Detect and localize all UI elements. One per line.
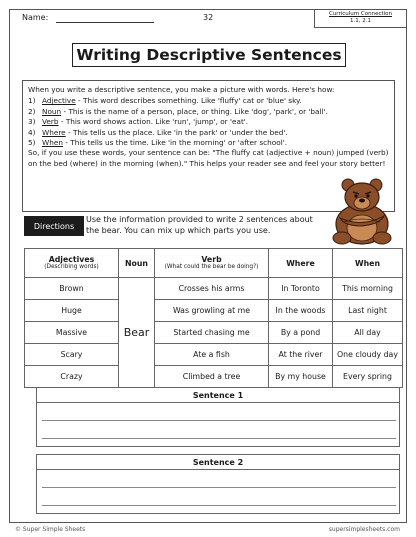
name-field-line[interactable]	[56, 22, 154, 23]
column-header-noun: Noun	[119, 249, 155, 278]
worksheet-page	[9, 9, 407, 523]
sentence-2-box	[36, 454, 400, 514]
curriculum-connection-title: Curriculum Connection	[328, 11, 393, 17]
bear-illustration	[322, 176, 402, 246]
name-label: Name:	[22, 13, 49, 22]
definition-term: Adjective	[42, 96, 76, 106]
table-row	[25, 322, 403, 344]
where-cell: By my house	[269, 366, 333, 388]
definition-item	[28, 128, 389, 138]
footer	[0, 526, 416, 536]
definition-number: 2)	[28, 106, 36, 116]
table-header-row	[25, 249, 403, 278]
definition-item	[28, 117, 389, 127]
column-header-when: When	[333, 249, 403, 278]
definition-term: When	[42, 138, 63, 148]
adjective-cell: Scary	[25, 344, 119, 366]
definition-number: 4)	[28, 127, 36, 137]
adjective-cell: Huge	[25, 300, 119, 322]
definition-item	[28, 96, 389, 106]
definition-list	[28, 96, 389, 148]
definition-term: Verb	[42, 117, 59, 127]
verb-cell: Climbed a tree	[155, 366, 269, 388]
column-header-adjectives: Adjectives (Describing words)	[25, 249, 119, 278]
when-cell: One cloudy day	[333, 344, 403, 366]
bear-foot-left	[333, 232, 351, 244]
bear-nose	[359, 199, 365, 203]
page-title: Writing Descriptive Sentences	[76, 46, 342, 64]
writing-line[interactable]	[42, 487, 396, 488]
definition-text: - This tells us the time. Like 'in the morning' or 'after school'.	[62, 138, 288, 148]
when-cell: Last night	[333, 300, 403, 322]
directions-text: Use the information provided to write 2 sentences about the bear. You can mix up which parts you use.	[86, 215, 313, 235]
sentence-1-box	[36, 387, 400, 447]
definition-item	[28, 107, 389, 117]
bear-eye-right	[366, 194, 369, 197]
verb-cell: Ate a fish	[155, 344, 269, 366]
adjective-cell: Crazy	[25, 366, 119, 388]
column-header-where: Where	[269, 249, 333, 278]
word-bank-table	[24, 248, 403, 388]
intro-summary: So, if you use these words, your sentence can be: "The fluffy cat (adjective + noun) jumped (verb) on the bed (where) in the morning (when)." This helps your reader see and feel your story better!	[28, 148, 389, 168]
verb-cell: Started chasing me	[155, 322, 269, 344]
writing-line[interactable]	[42, 505, 396, 506]
title-box	[72, 43, 346, 67]
definition-term: Noun	[42, 106, 62, 116]
where-cell: In the woods	[269, 300, 333, 322]
table-row	[25, 344, 403, 366]
noun-cell: Bear	[119, 278, 155, 388]
page-number: 32	[203, 13, 214, 22]
definition-text: - This word shows action. Like 'run', 'jump', or 'eat'.	[58, 117, 249, 127]
writing-line[interactable]	[42, 438, 396, 439]
footer-copyright: © Super Simple Sheets	[15, 526, 86, 533]
where-cell: In Toronto	[269, 278, 333, 300]
sentence-1-label: Sentence 1	[37, 388, 399, 403]
when-cell: Every spring	[333, 366, 403, 388]
definition-term: Where	[42, 127, 66, 137]
adjective-cell: Brown	[25, 278, 119, 300]
definition-item	[28, 138, 389, 148]
header	[10, 10, 406, 28]
sentence-2-label: Sentence 2	[37, 455, 399, 470]
where-cell: At the river	[269, 344, 333, 366]
directions-label: Directions	[24, 216, 84, 236]
definition-text: - This tells us the place. Like 'in the park' or 'under the bed'.	[65, 127, 288, 137]
curriculum-connection-codes: 1.1, 2.1	[350, 18, 371, 24]
verb-cell: Crosses his arms	[155, 278, 269, 300]
adjective-cell: Massive	[25, 322, 119, 344]
bear-eye-left	[354, 194, 357, 197]
column-header-verb: Verb (What could the bear be doing?)	[155, 249, 269, 278]
when-cell: This morning	[333, 278, 403, 300]
definition-text: - This is the name of a person, place, or thing. Like 'dog', 'park', or 'ball'.	[61, 106, 328, 116]
definition-number: 3)	[28, 117, 36, 127]
bear-foot-right	[373, 232, 391, 244]
where-cell: By a pond	[269, 322, 333, 344]
definition-text: - This word describes something. Like 'fluffy' cat or 'blue' sky.	[75, 96, 302, 106]
definition-number: 5)	[28, 138, 36, 148]
writing-line[interactable]	[42, 420, 396, 421]
intro-lead: When you write a descriptive sentence, you make a picture with words. Here's how:	[28, 85, 335, 94]
table-row	[25, 366, 403, 388]
definition-number: 1)	[28, 96, 36, 106]
curriculum-connection-box	[314, 10, 406, 28]
footer-website: supersimplesheets.com	[328, 526, 400, 533]
table-row	[25, 278, 403, 300]
verb-cell: Was growling at me	[155, 300, 269, 322]
table-row	[25, 300, 403, 322]
when-cell: All day	[333, 322, 403, 344]
